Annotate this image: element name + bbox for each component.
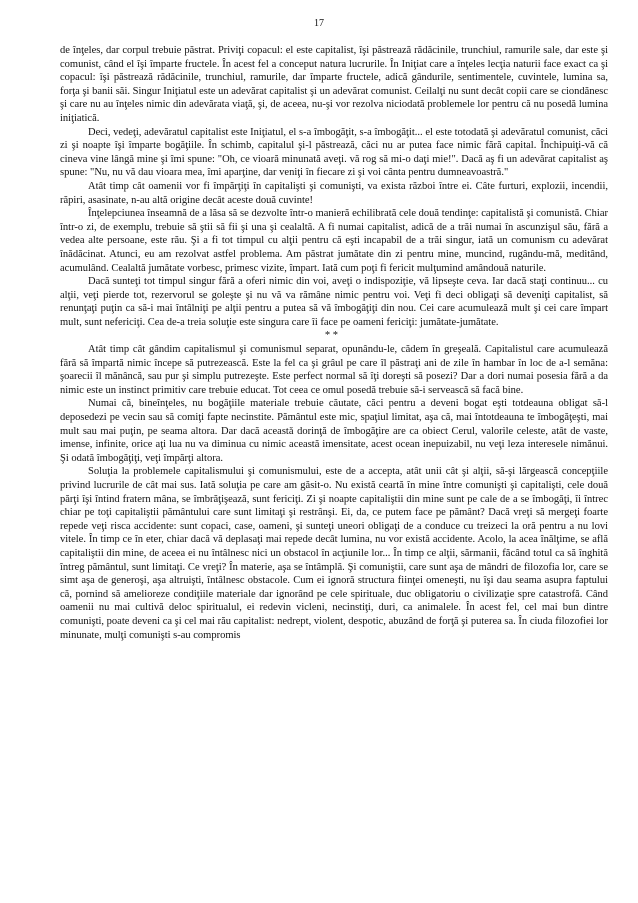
paragraph-8: Soluţia la problemele capitalismului şi comunismului, este de a accepta, atât unii cât şi alţii, să-şi lărgească concepţiile privind lucrurile de cât mai sus. Iată soluţia pe care am găsit-o. Nu există ceartă în mine între comunişti şi capitalişti, cele două părţi îşi întind fratern mâna, se îmbrăţişează, sunt fericiţi. Zi şi noapte capitaliştii din mine sunt pe cale de a se îmbogăţi, îi întrec chiar pe toţi capitaliştii pământului care sunt limitaţi şi restrânşi. Ei, da, ce putem face pe pământ? Dacă vreţi să mergeţi foarte repede veţi risca accidente: sunt copaci, case, oameni, şi sunteţi uneori obligaţi de a conduce cu treizeci la oră pentru a nu lovi vitele. În timp ce în eter, chiar dacă vă deplasaţi mai repede decât lumina, nu vor există accidente. Acolo, la acea înălţime, se află capitaliştii din mine, de aceea ei nu întâlnesc nici un obstacol în acţiunile lor... În timp ce alţii, sărmanii, făcând totul ca să înghită întreg pământul, sunt limitaţi. Ce vreţi? În materie, aşa se întâmplă. Şi comuniştii, care sunt aşa de mândri de filozofia lor, care se simt aşa de generoşi, aşa altruişti, întâlnesc obstacole. Cum ei ignoră structura fiinţei omeneşti, nu îşi dau seama asupra faptului că, pornind să amelioreze condiţiile materiale dar ignorând pe cele spirituale, duc obligatoriu o civilizaţie spre catastrofă. Când oamenii nu mai cultivă deloc spiritualul, ei redevin vicleni, necinstiţi, duri, ca animalele. În acest fel, cel mai bun dintre comunişti, poate deveni ca şi cel mai rău capitalist: nedrept, violent, despotic, abuzând de forţă şi puterea sa. În ciuda filozofiei lor minunate, mulţi comunişti s-au compromis bbox=[60, 466, 608, 641]
paragraph-5: Dacă sunteţi tot timpul singur fără a oferi nimic din voi, aveţi o indispoziţie, vă lipseşte ceva. Iar dacă staţi continuu... cu alţii, veţi pierde tot, rezervorul se goleşte şi nu vă va rămâne nimic pentru voi. Veţi fi deci obligaţi să deveniţi capitalist, să renunţaţi puţin ca să-i mai întâlniţi pe alţii pentru a putea să vă îmbogăţiţi din nou. Cei care acumulează mult şi cei care împart mult, sunt nefericiţi. Cea de-a treia soluţie este singura care îi face pe oameni fericiţi: jumătate-jumătate. bbox=[60, 276, 608, 328]
paragraph-7: Numai că, bineînţeles, nu bogăţiile materiale trebuie căutate, căci pentru a deveni bogat eşti totdeauna obligat să-l deposedezi pe vecin sau să comiţi fapte necinstite. Pământul este mic, spaţiul limitat, aşa că, mai întotdeauna te îmbogăţeşti, mai mult sau mai puţin, pe seama altora. Dar dacă aceastǎ dorinţă de îmbogăţire are ca obiect Cerul, valorile celeste, atât de vaste, imense, infinite, orice aţi lua nu va diminua cu nimic această imensitate, acest ocean inepuizabil, nu veţi leza interesele nimănui. Şi odată îmbogăţiţi, veţi împărţi altora. bbox=[60, 398, 608, 464]
page-number: 17 bbox=[314, 18, 324, 29]
paragraph-1: de înţeles, dar corpul trebuie păstrat. Priviţi copacul: el este capitalist, îşi păstrează rădăcinile, trunchiul, ramurile sale, dar este şi comunist, când el îşi împarte fructele. În acest fel a conceput natura lucrurile. În Iniţiat care a înţeles lecţia naturii face exact ca şi copacul: îşi păstrează rădăcinile, trunchiul, ramurile, dar împarte fructele, adică gândurile, sentimentele, cuvintele, lumina sa, forţa şi banii săi. Singur Iniţiatul este un adevărat capitalist şi un adevărat comunist. Ceilalţi nu sunt decât copii care se ciondănesc şi care nu au înţeles nimic din adevărata viaţă, şi, de aceea, nu-şi vor rezolva niciodată problemele lor pentru că nu posedă lumina iniţiatică. bbox=[60, 45, 608, 124]
paragraph-6: Atât timp cât gândim capitalismul şi comunismul separat, opunându-le, cădem în greşeală. Capitalistul care acumulează fără să împartă nimic începe să putrezească. Este la fel ca şi grâul pe care îl păstraţi ani de zile în hambar în loc de a-l semăna: şoarecii îl mănâncă, sau pur şi simplu putrezeşte. Este perfect normal să îţi doreşti să posezi? Dar a dori numai posesia fără a da nimic este un instinct primitiv care trebuie educat. Tot ceea ce omul posedă trebuie să-i servească să facă bine. bbox=[60, 344, 608, 396]
document-body bbox=[60, 44, 608, 642]
paragraph-2: Deci, vedeţi, adevăratul capitalist este Iniţiatul, el s-a îmbogăţit, s-a îmbogăţit... el este totodată şi adevăratul comunist, căci zi şi noapte îşi împarte bogăţiile. În schimb, capitalul şi-l păstrează, căci nu ar putea face nimic fără capital. Închipuiţi-vă că cineva vine lângă mine şi îmi spune: "Oh, ce vioară minunată aveţi. vă rog să mi-o daţi mie!". Dacă aş fi un adevărat capitalist aş spune: "Nu, nu vă dau vioara mea, îmi aparţine, dar veniţi în fiecare zi şi voi cânta pentru dumneavoastră." bbox=[60, 126, 608, 179]
paragraph-4: Înţelepciunea înseamnă de a lăsa să se dezvolte într-o manieră echilibrată cele două tendinţe: capitalistă şi comunistă. Chiar într-o zi, de exemplu, trebuie să ştii să fii şi una şi cealaltă. A fi numai capitalist, adică de a trăi numai în ascunzişul său, fără a vedea alte persoane, este rău. Şi a fi tot timpul cu alţii pentru că eşti incapabil de a trăi singur, iată un comunism cu adevărat înădăcinat. Atunci, eu am rezolvat astfel problema. Am păstrat jumătate din zi pentru mine, muncind, rugându-mă, meditând, acumulând. Cealaltă jumătate vorbesc, primesc vizite, împart. Iată cum poţi fi fericit mulţumind amândouă naturile. bbox=[60, 208, 608, 274]
paragraph-3: Atât timp cât oamenii vor fi împărţiţi în capitalişti şi comunişti, va exista război între ei. Câte furturi, explozii, incendii, răpiri, asasinate, n-au altă origine decât aceste două cuvinte! bbox=[60, 180, 608, 206]
section-separator: * * bbox=[324, 330, 338, 342]
